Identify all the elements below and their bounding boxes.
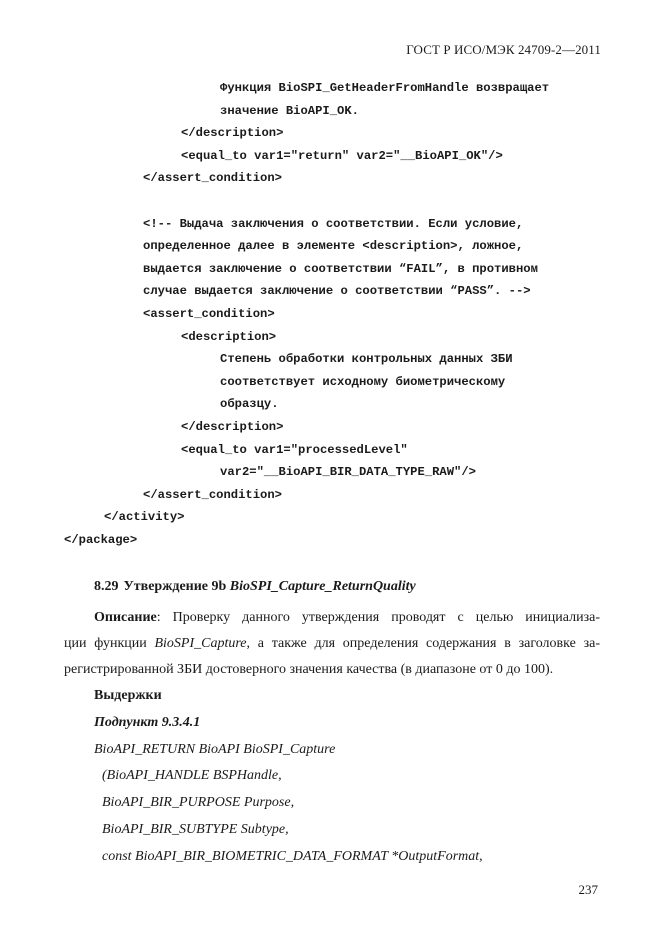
description-line: регистрированной ЗБИ достоверного значения качества (в диапазоне от 0 до 100).: [64, 662, 554, 677]
code-comment-line: выдается заключение о соответствии “FAIL”, в противном: [143, 261, 538, 276]
excerpts-block: [94, 683, 483, 871]
section-title-prefix: Утверждение 9b: [123, 579, 227, 594]
code-line: </assert_condition>: [143, 171, 282, 186]
code-line: <description>: [181, 329, 277, 344]
running-header: ГОСТ Р ИСО/МЭК 24709-2—2011: [406, 42, 601, 57]
page-number: 237: [578, 882, 598, 897]
code-line: Степень обработки контрольных данных ЗБИ: [220, 352, 513, 367]
description-text: : Проверку данного утверждения проводят с целью инициализа-: [156, 610, 600, 625]
description-line: [64, 605, 600, 631]
signature-line: BioAPI_BIR_SUBTYPE Subtype,: [102, 821, 289, 837]
excerpts-heading: Выдержки: [94, 688, 162, 703]
description-label: Описание: [94, 610, 157, 625]
function-reference: BioSPI_Capture: [154, 636, 247, 651]
code-line: соответствует исходному биометрическому: [220, 374, 506, 389]
code-line: <equal_to var1="processedLevel": [181, 442, 408, 457]
code-line: </package>: [64, 532, 138, 547]
description-text: ции функции: [64, 636, 155, 651]
code-blank-line: [0, 190, 661, 213]
description-text: , а также для определения содержания в заголовке за-: [246, 636, 600, 651]
xml-code-listing: [0, 77, 661, 551]
code-comment-line: определенное далее в элементе <description>, ложное,: [143, 239, 524, 254]
code-comment-line: <!-- Выдача заключения о соответствии. Если условие,: [143, 216, 524, 231]
code-line: <equal_to var1="return" var2="__BioAPI_OK"/>: [181, 148, 503, 163]
code-line: <assert_condition>: [143, 306, 275, 321]
signature-line: BioAPI_RETURN BioAPI BioSPI_Capture: [94, 741, 336, 757]
code-line: </description>: [181, 419, 284, 434]
section-function-name: BioSPI_Capture_ReturnQuality: [229, 579, 416, 594]
code-line: </activity>: [104, 510, 185, 525]
code-line: var2="__BioAPI_BIR_DATA_TYPE_RAW"/>: [220, 465, 476, 480]
code-line: Функция BioSPI_GetHeaderFromHandle возвращает: [220, 81, 550, 95]
code-line: значение BioAPI_OK.: [220, 103, 359, 118]
code-line: </description>: [181, 126, 284, 141]
description-line: [64, 631, 600, 657]
subclause-reference: Подпункт 9.3.4.1: [94, 714, 201, 730]
code-line: </assert_condition>: [143, 487, 282, 502]
code-line: образцу.: [220, 397, 279, 412]
signature-line: BioAPI_BIR_PURPOSE Purpose,: [102, 795, 295, 811]
code-comment-line: случае выдается заключение о соответствии “PASS”. -->: [143, 284, 531, 299]
signature-line: const BioAPI_BIR_BIOMETRIC_DATA_FORMAT *OutputFormat,: [102, 848, 483, 864]
description-paragraph: [64, 605, 600, 683]
section-number: 8.29: [94, 579, 119, 594]
signature-line: (BioAPI_HANDLE BSPHandle,: [102, 768, 282, 784]
section-heading: [94, 579, 416, 595]
